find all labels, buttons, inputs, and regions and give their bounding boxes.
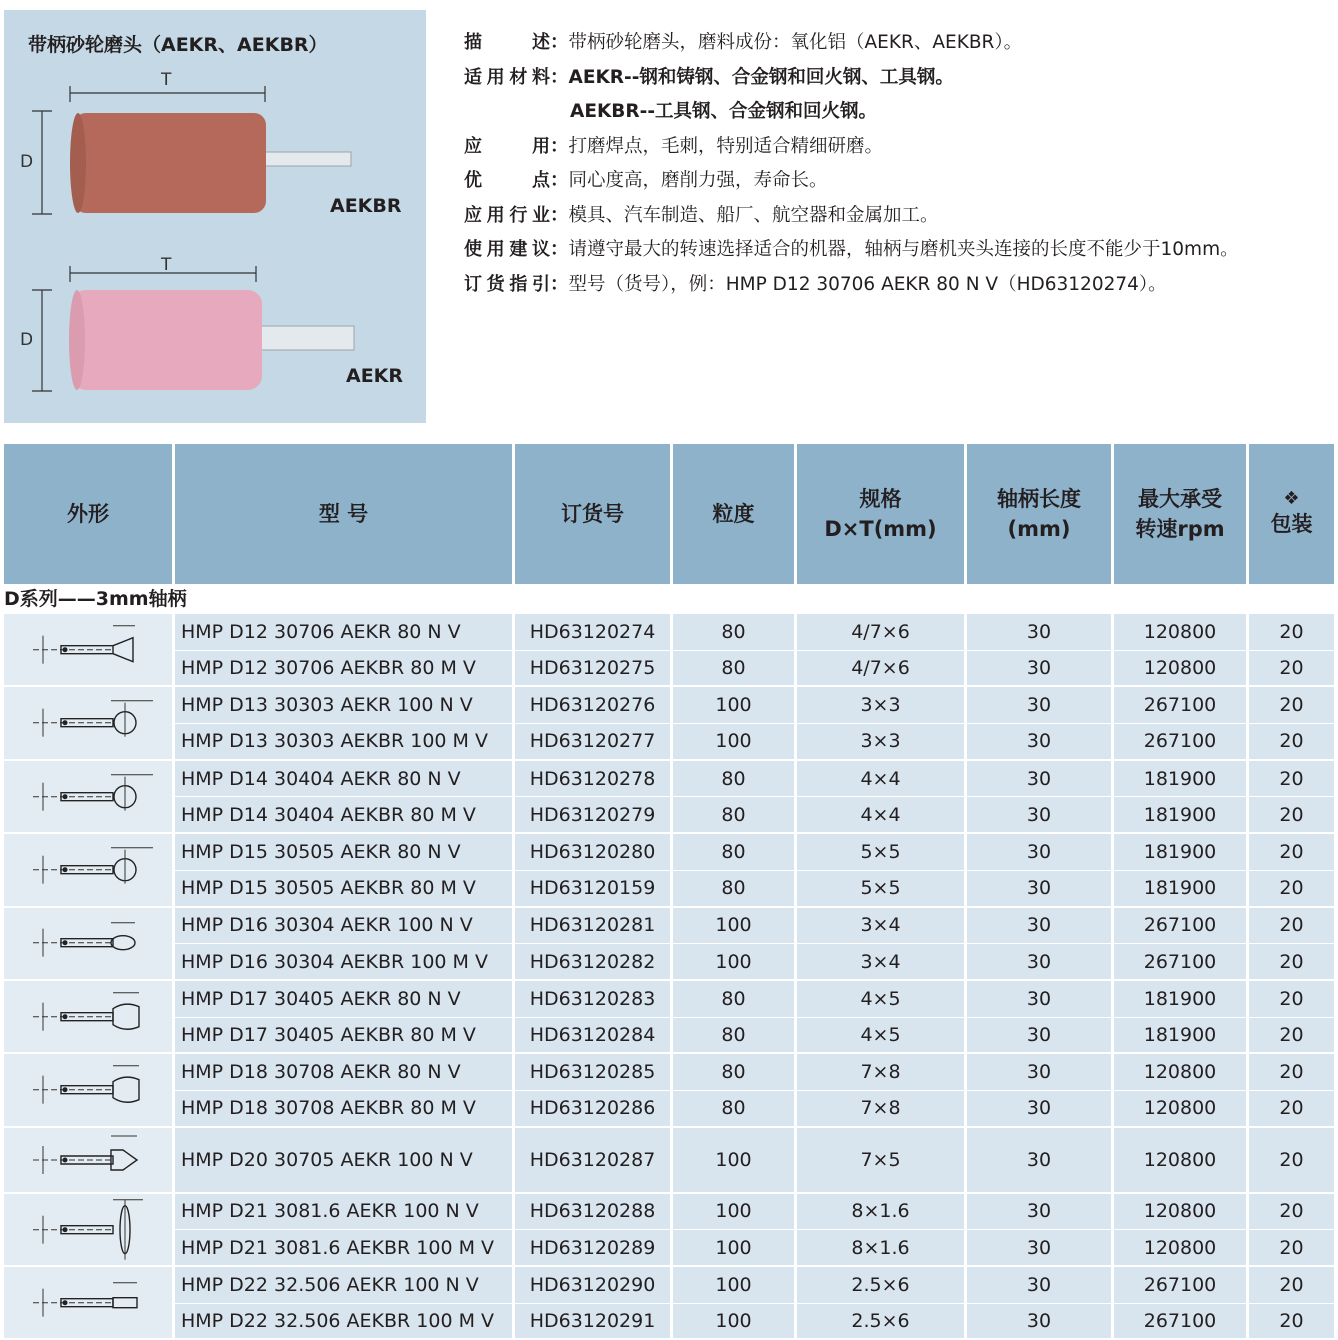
description-row: 订货指引：型号（货号），例：HMP D12 30706 AEKR 80 N V（HD63120274）。 [464,270,1334,305]
table-row [175,687,1334,723]
description-value: 带柄砂轮磨头，磨料成份：氧化铝（AEKR、AEKBR）。 [568,32,1023,53]
tapered-cone-shape-icon [4,614,175,685]
order-number-cell: HD63120288 [515,1194,673,1230]
pack-qty-cell: 20 [1249,1054,1334,1090]
shank-length-cell: 30 [967,870,1114,906]
dim-d-label-bottom: D [20,330,34,350]
max-rpm-cell: 181900 [1114,870,1249,906]
model-cell: HMP D21 3081.6 AEKR 100 N V [175,1194,515,1230]
model-cell: HMP D18 30708 AEKR 80 N V [175,1054,515,1090]
table-row [175,943,1334,979]
spec-cell: 7×8 [797,1054,967,1090]
pack-qty-cell: 20 [1249,723,1334,759]
spec-cell: 8×1.6 [797,1194,967,1230]
order-number-cell: HD63120291 [515,1303,673,1339]
pack-qty-cell: 20 [1249,1128,1334,1192]
shank-length-cell: 30 [967,614,1114,650]
model-cell: HMP D16 30304 AEKR 100 N V [175,908,515,944]
model-cell: HMP D15 30505 AEKBR 80 M V [175,870,515,906]
grit-cell: 80 [673,650,797,686]
table-row [175,1194,1334,1230]
product-group [4,614,1334,687]
barrel-shape-icon [4,981,175,1052]
order-number-cell: HD63120282 [515,943,673,979]
aekr-label: AEKR [346,365,404,387]
spec-cell: 5×5 [797,870,967,906]
panel-title: 带柄砂轮磨头（AEKR、AEKBR） [28,34,328,56]
order-number-cell: HD63120284 [515,1017,673,1053]
pack-qty-cell: 20 [1249,834,1334,870]
product-group [4,761,1334,834]
shank-length-cell: 30 [967,650,1114,686]
oval-shape-icon [4,908,175,979]
grit-cell: 80 [673,981,797,1017]
col-model-header: 型 号 [175,444,515,584]
product-group [4,687,1334,760]
shank-length-cell: 30 [967,1194,1114,1230]
order-number-cell: HD63120281 [515,908,673,944]
product-description [464,28,1334,304]
max-rpm-cell: 181900 [1114,834,1249,870]
max-rpm-cell: 120800 [1114,1194,1249,1230]
model-cell: HMP D21 3081.6 AEKBR 100 M V [175,1229,515,1265]
shank-length-cell: 30 [967,761,1114,797]
table-row [175,870,1334,906]
description-row: 应 用：打磨焊点，毛刺，特别适合精细研磨。 [464,132,1334,167]
description-value: 打磨焊点，毛刺，特别适合精细研磨。 [568,135,884,157]
col-shape-header: 外形 [4,444,175,584]
max-rpm-cell: 120800 [1114,1128,1249,1192]
spec-cell: 2.5×6 [797,1303,967,1339]
barrel-shape-icon [4,1054,175,1125]
shank-length-cell: 30 [967,1229,1114,1265]
shank-length-cell: 30 [967,943,1114,979]
grit-cell: 100 [673,1194,797,1230]
pack-qty-cell: 20 [1249,1229,1334,1265]
pack-qty-cell: 20 [1249,1090,1334,1126]
shank-length-cell: 30 [967,1303,1114,1339]
pack-qty-cell: 20 [1249,1267,1334,1303]
col-shank-header: 轴柄长度 (mm) [967,444,1114,584]
col-rpm-header: 最大承受 转速rpm [1114,444,1249,584]
ball-shape-icon [4,687,175,758]
description-value: 模具、汽车制造、船厂、航空器和金属加工。 [568,204,939,226]
spec-cell: 3×3 [797,723,967,759]
spec-cell: 4×5 [797,1017,967,1053]
order-number-cell: HD63120275 [515,650,673,686]
dim-d-label-top: D [20,152,34,172]
table-row [175,614,1334,650]
shank-length-cell: 30 [967,1128,1114,1192]
grit-cell: 100 [673,1128,797,1192]
grit-cell: 100 [673,1267,797,1303]
spec-cell: 3×4 [797,943,967,979]
product-group [4,908,1334,981]
shank-length-cell: 30 [967,1267,1114,1303]
table-row [175,1267,1334,1303]
order-number-cell: HD63120285 [515,1054,673,1090]
description-value: 型号（货号），例：HMP D12 30706 AEKR 80 N V（HD63120274）。 [568,273,1167,295]
order-number-cell: HD63120276 [515,687,673,723]
dim-t-label-top: T [161,70,172,90]
dim-t-label-bottom: T [161,255,172,275]
model-cell: HMP D12 30706 AEKR 80 N V [175,614,515,650]
description-label: 应 用 [464,135,550,157]
order-number-cell: HD63120287 [515,1128,673,1192]
grit-cell: 80 [673,834,797,870]
spec-cell: 4×5 [797,981,967,1017]
shank-length-cell: 30 [967,723,1114,759]
order-number-cell: HD63120279 [515,796,673,832]
pack-qty-cell: 20 [1249,687,1334,723]
table-row [175,1128,1334,1192]
order-number-cell: HD63120280 [515,834,673,870]
shank-length-cell: 30 [967,687,1114,723]
grit-cell: 100 [673,723,797,759]
description-label: 描 述 [464,32,550,53]
grit-cell: 80 [673,761,797,797]
col-pack-header: ❖ 包装 [1249,444,1334,584]
spec-cell: 3×3 [797,687,967,723]
table-row [175,1090,1334,1126]
model-cell: HMP D13 30303 AEKBR 100 M V [175,723,515,759]
spec-cell: 4×4 [797,761,967,797]
pack-qty-cell: 20 [1249,650,1334,686]
table-header [4,444,1334,584]
grit-cell: 80 [673,1017,797,1053]
product-group [4,834,1334,907]
model-cell: HMP D15 30505 AEKR 80 N V [175,834,515,870]
grit-cell: 100 [673,1303,797,1339]
model-cell: HMP D22 32.506 AEKR 100 N V [175,1267,515,1303]
max-rpm-cell: 120800 [1114,1090,1249,1126]
table-row [175,761,1334,797]
product-table-body [4,614,1334,1340]
product-group [4,1194,1334,1267]
table-row [175,908,1334,944]
max-rpm-cell: 267100 [1114,943,1249,979]
table-row [175,981,1334,1017]
max-rpm-cell: 120800 [1114,1229,1249,1265]
grit-cell: 80 [673,1054,797,1090]
shank-length-cell: 30 [967,834,1114,870]
description-row: 应用行业：模具、汽车制造、船厂、航空器和金属加工。 [464,201,1334,236]
spec-cell: 3×4 [797,908,967,944]
table-row [175,1303,1334,1339]
order-number-cell: HD63120290 [515,1267,673,1303]
description-value: 请遵守最大的转速选择适合的机器，轴柄与磨机夹头连接的长度不能少于10mm。 [568,239,1239,260]
shank-length-cell: 30 [967,1017,1114,1053]
pack-qty-cell: 20 [1249,1194,1334,1230]
order-number-cell: HD63120286 [515,1090,673,1126]
max-rpm-cell: 120800 [1114,1054,1249,1090]
grit-cell: 80 [673,614,797,650]
spec-cell: 5×5 [797,834,967,870]
table-row [175,834,1334,870]
pack-qty-cell: 20 [1249,908,1334,944]
product-group [4,1128,1334,1194]
col-grit-header: 粒度 [673,444,797,584]
pack-qty-cell: 20 [1249,761,1334,797]
description-row: 使用建议：请遵守最大的转速选择适合的机器，轴柄与磨机夹头连接的长度不能少于10mm。 [464,235,1334,270]
table-row [175,1054,1334,1090]
max-rpm-cell: 267100 [1114,687,1249,723]
spec-cell: 2.5×6 [797,1267,967,1303]
spec-cell: 7×5 [797,1128,967,1192]
grit-cell: 100 [673,943,797,979]
description-value: AEKR--钢和铸钢、合金钢和回火钢、工具钢。 [568,66,954,88]
ball-shape-icon [4,761,175,832]
order-number-cell: HD63120283 [515,981,673,1017]
pack-qty-cell: 20 [1249,943,1334,979]
pack-qty-cell: 20 [1249,870,1334,906]
max-rpm-cell: 267100 [1114,1303,1249,1339]
max-rpm-cell: 267100 [1114,723,1249,759]
table-row [175,650,1334,686]
shank-length-cell: 30 [967,908,1114,944]
spec-cell: 4×4 [797,796,967,832]
spec-cell: 4/7×6 [797,650,967,686]
description-value: AEKBR--工具钢、合金钢和回火钢。 [570,101,877,122]
description-value: 同心度高，磨削力强，寿命长。 [568,170,828,191]
max-rpm-cell: 181900 [1114,761,1249,797]
max-rpm-cell: 267100 [1114,1267,1249,1303]
product-group [4,1054,1334,1127]
col-order-header: 订货号 [515,444,673,584]
pack-qty-cell: 20 [1249,981,1334,1017]
table-row [175,1229,1334,1265]
model-cell: HMP D22 32.506 AEKBR 100 M V [175,1303,515,1339]
description-label: 应用行业 [464,204,550,226]
small-cylinder-shape-icon [4,1267,175,1338]
pack-qty-cell: 20 [1249,796,1334,832]
description-row: 描 述：带柄砂轮磨头，磨料成份：氧化铝（AEKR、AEKBR）。 [464,28,1334,63]
grit-cell: 100 [673,908,797,944]
max-rpm-cell: 267100 [1114,908,1249,944]
grit-cell: 100 [673,687,797,723]
table-row [175,796,1334,832]
pack-qty-cell: 20 [1249,1303,1334,1339]
description-label: 使用建议 [464,239,550,260]
max-rpm-cell: 120800 [1114,650,1249,686]
cone-point-shape-icon [4,1128,175,1192]
table-row [175,723,1334,759]
max-rpm-cell: 181900 [1114,796,1249,832]
description-row: 适用材料：AEKR--钢和铸钢、合金钢和回火钢、工具钢。 [464,63,1334,98]
spec-cell: 4/7×6 [797,614,967,650]
model-cell: HMP D16 30304 AEKBR 100 M V [175,943,515,979]
max-rpm-cell: 181900 [1114,1017,1249,1053]
spec-cell: 8×1.6 [797,1229,967,1265]
product-group [4,1267,1334,1340]
description-row: 优 点：同心度高，磨削力强，寿命长。 [464,166,1334,201]
product-image-panel [4,10,426,423]
model-cell: HMP D14 30404 AEKBR 80 M V [175,796,515,832]
grit-cell: 100 [673,1229,797,1265]
order-number-cell: HD63120274 [515,614,673,650]
model-cell: HMP D18 30708 AEKBR 80 M V [175,1090,515,1126]
model-cell: HMP D14 30404 AEKR 80 N V [175,761,515,797]
box-icon: ❖ [1283,488,1300,509]
grit-cell: 80 [673,870,797,906]
spec-cell: 7×8 [797,1090,967,1126]
description-label: 优 点 [464,170,550,191]
order-number-cell: HD63120277 [515,723,673,759]
model-cell: HMP D17 30405 AEKBR 80 M V [175,1017,515,1053]
col-spec-header: 规格 D×T(mm) [797,444,967,584]
order-number-cell: HD63120278 [515,761,673,797]
disc-shape-icon [4,1194,175,1265]
max-rpm-cell: 181900 [1114,981,1249,1017]
model-cell: HMP D20 30705 AEKR 100 N V [175,1128,515,1192]
shank-length-cell: 30 [967,981,1114,1017]
ball-shape-icon [4,834,175,905]
product-group [4,981,1334,1054]
shank-length-cell: 30 [967,796,1114,832]
description-label: 订货指引 [464,273,550,295]
aekbr-label: AEKBR [330,195,402,217]
shank-length-cell: 30 [967,1054,1114,1090]
order-number-cell: HD63120289 [515,1229,673,1265]
model-cell: HMP D17 30405 AEKR 80 N V [175,981,515,1017]
series-title: D系列——3mm轴柄 [4,588,187,610]
table-row [175,1017,1334,1053]
model-cell: HMP D12 30706 AEKBR 80 M V [175,650,515,686]
description-row [464,97,1334,132]
pack-qty-cell: 20 [1249,1017,1334,1053]
grit-cell: 80 [673,796,797,832]
pack-qty-cell: 20 [1249,614,1334,650]
grit-cell: 80 [673,1090,797,1126]
description-label: 适用材料 [464,66,550,88]
shank-length-cell: 30 [967,1090,1114,1126]
model-cell: HMP D13 30303 AEKR 100 N V [175,687,515,723]
order-number-cell: HD63120159 [515,870,673,906]
max-rpm-cell: 120800 [1114,614,1249,650]
